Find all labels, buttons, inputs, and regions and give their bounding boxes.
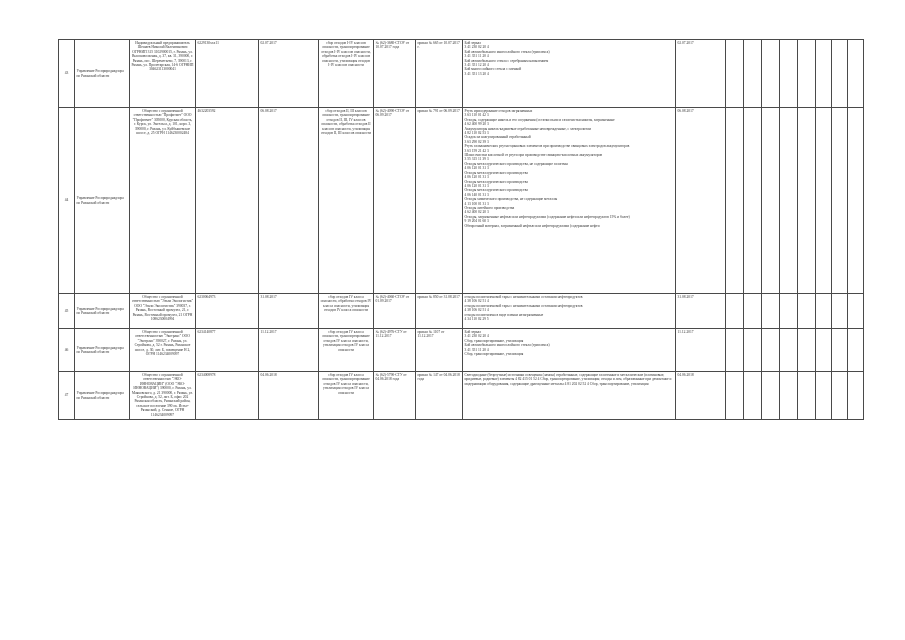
empty-cell xyxy=(816,40,832,108)
empty-cell xyxy=(798,294,816,329)
inn: 6230064973 xyxy=(196,294,259,329)
waste-list: Ртуть ирисодержание отходов загрязненных 3 63 110 01 42 3 Отходы, содержащие никель и его соединения (остатки пыли и газоочистки никеля, загрязненные 4 62 400 99 20 3 Аккумуляторы никель-кадмиевые отработанные неповрежденные, с электролитом 4 82 110 02 53 3 Осадок ил коагулированный отработанный 3 63 290 02 39 3 Ртуть гальванических ртутно-цинковых элементов при производстве свинцовых электродов аккумуляторов 3 63 159 21 42 3 Шлам очистки кислотной от ртути при производстве свинцово-кислотных аккумуляторов 3 55 315 11 39 3 Отходы металлургического производства, не содержащие галогены 4 06 120 01 31 3 Отходы металлургического производства 4 06 120 01 31 3 Отходы металлургического производства 4 06 120 01 31 3 Отходы металлургического производства 4 06 140 01 31 3 Отходы химического производства, не содержащие металлы 4 13 100 01 31 3 Отходы литейного производства 4 62 400 02 20 3 Отходы, загрязненные нефтью или нефтепродуктами (содержание нефти или нефтепродуктов 15% и более) 9 19 204 01 60 3 Обтирочный материал, загрязненный нефтью или нефтепродуктами (содержание нефти xyxy=(463,108,676,294)
table-row xyxy=(59,329,864,372)
empty-cell xyxy=(848,329,864,372)
licensing-authority: Управление Росприроднадзора по Рязанской области xyxy=(75,329,130,372)
effective-date: 06.08.2017 xyxy=(676,108,726,294)
empty-cell xyxy=(832,40,848,108)
empty-cell xyxy=(780,108,798,294)
order-number: приказ № 665 от 10.07.2017 г. xyxy=(416,40,463,108)
empty-cell xyxy=(726,108,744,294)
organization: Общество с ограниченной ответственностью "Эльзи Экологистик" ООО "Эльзи Экологистик" 390037, г. Рязань, Восточный промузел, 21, г. Рязань, Восточный промузел, 21 ОГРН 1086230004994 xyxy=(130,294,196,329)
empty-cell xyxy=(832,294,848,329)
empty-cell xyxy=(726,329,744,372)
activity-types: сбор отходов IV класса опасности, обработка отходов IV класса опасности, утилизация отходов IV класса опасности xyxy=(319,294,374,329)
activity-types: сбор отходов II, III классов опасности, транспортирование отходов II, III, IV классов опасности, обработка отходов II классов опасности, утилизация отходов II, III классов опасности xyxy=(319,108,374,294)
empty-cell xyxy=(816,108,832,294)
effective-date: 04.06.2018 xyxy=(676,372,726,420)
empty-cell xyxy=(726,372,744,420)
inn: 4632203592 xyxy=(196,108,259,294)
license-number: № (62)-4976-СТУ от 11.12.2017 xyxy=(374,329,416,372)
empty-cell xyxy=(832,329,848,372)
decision-date: 11.12.2017 xyxy=(259,329,319,372)
licensing-authority: Управление Росприроднадзора по Рязанской области xyxy=(75,294,130,329)
inn: 6234140877 xyxy=(196,329,259,372)
empty-cell xyxy=(848,372,864,420)
empty-cell xyxy=(832,108,848,294)
empty-cell xyxy=(744,294,762,329)
activity-types: сбор отходов I-IV классов опасности, транспортирование отходов I-IV классов опасности, обработка отходов I-IV классов опасности, утилизация отходов I-IV классов опасности xyxy=(319,40,374,108)
order-number: приказ № 791 от 06.09.2017 xyxy=(416,108,463,294)
row-number: 43 xyxy=(59,40,75,108)
row-number: 44 xyxy=(59,108,75,294)
table-row xyxy=(59,108,864,294)
empty-cell xyxy=(816,294,832,329)
empty-cell xyxy=(762,294,780,329)
licensing-authority: Управление Росприроднадзора по Рязанской области xyxy=(75,372,130,420)
table-row xyxy=(59,40,864,108)
activity-types: сбор отходов IV класса опасности, транспортирование отходов IV класса опасности, утилизация отходов IV класса опасности xyxy=(319,372,374,420)
order-number: приказ № 850 от 31.08.2017 xyxy=(416,294,463,329)
empty-cell xyxy=(798,108,816,294)
empty-cell xyxy=(816,329,832,372)
empty-cell xyxy=(762,372,780,420)
empty-cell xyxy=(744,372,762,420)
waste-list: Бой зеркал 3 41 230 02 20 4 Сбор, транспортирование, утилизация Бой автомобильного многослойного стекла (триплекса) 3 41 351 11 20 4 Сбор, транспортирование, утилизация xyxy=(463,329,676,372)
license-number: № (62)-4060-СТОУ от 01.09.2017 xyxy=(374,294,416,329)
empty-cell xyxy=(762,329,780,372)
empty-cell xyxy=(726,40,744,108)
empty-cell xyxy=(816,372,832,420)
empty-cell xyxy=(744,329,762,372)
empty-cell xyxy=(832,372,848,420)
order-number: приказ № 147 от 04.06.2018 года xyxy=(416,372,463,420)
activity-types: сбор отходов IV класса опасности, транспортирование отходов IV класса опасности, утилизация отходов IV класса опасности xyxy=(319,329,374,372)
licensing-authority: Управление Росприроднадзора по Рязанской области xyxy=(75,108,130,294)
empty-cell xyxy=(848,294,864,329)
empty-cell xyxy=(744,40,762,108)
empty-cell xyxy=(798,329,816,372)
waste-list: отходы полиэтиленовой тары с незначительными остатками нефтепродуктов 4 38 106 02 51 4 отходы полиэтиленовой тары с незначительными остатками нефтепродуктов 4 38 106 02 51 4 отходы полиэтилена в виде пленки незагрязненные 4 34 110 02 29 5 xyxy=(463,294,676,329)
empty-cell xyxy=(762,108,780,294)
waste-list: Бой зеркал 3 41 230 02 20 4 Бой автомобильного многослойного стекла (триплекса) 3 41 351 11 20 4 Бой автомобильного стекла с серебряным напылением 3 41 351 12 20 4 Бой многослойного стекла с пленкой 3 41 351 13 20 4 xyxy=(463,40,676,108)
empty-cell xyxy=(726,294,744,329)
empty-cell xyxy=(780,294,798,329)
effective-date: 02.07.2017 xyxy=(676,40,726,108)
license-number: № (62)-3680-СТОУ от 10.07.2017 года xyxy=(374,40,416,108)
order-number: приказ № 1107 от 11.12.2017 xyxy=(416,329,463,372)
decision-date: 06.08.2017 xyxy=(259,108,319,294)
waste-list: Светодиодные (безртутные) источники освещения (лампы) отработанные, содержащие галогенные и металлические (платиновые, иридиевые, родиевые) элементы 4 82 415 01 52 4 Сбор, транспортирование, утилизация; отходы и лом, образованные при демонтаже и модернизации оборудования, содержащие драгоценные металлы 4 81 202 02 52 4 Сбор, транспортирование, утилизация xyxy=(463,372,676,420)
organization: Общество с ограниченной ответственностью "ЭКО-ИННОВАЦИИ" (ООО "ЭКО-ИННОВАЦИИ") 390000, г. Рязань, ул. Маяковского, д. 21 390000, г. Рязань, ул. Стройкова, д. 52, лит. Б, офис 202 Рязанская область, Рязанский район, сельское поселение 390 ок. Истье-Рязанский, д. Сенное, ОГРН 1146234009097 xyxy=(130,372,196,420)
empty-cell xyxy=(744,108,762,294)
effective-date: 31.08.2017 xyxy=(676,294,726,329)
effective-date: 11.12.2017 xyxy=(676,329,726,372)
decision-date: 31.08.2017 xyxy=(259,294,319,329)
empty-cell xyxy=(798,372,816,420)
row-number: 45 xyxy=(59,294,75,329)
empty-cell xyxy=(848,40,864,108)
empty-cell xyxy=(798,40,816,108)
table-row xyxy=(59,294,864,329)
empty-cell xyxy=(780,329,798,372)
row-number: 46 xyxy=(59,329,75,372)
empty-cell xyxy=(762,40,780,108)
license-register-table xyxy=(58,39,864,420)
empty-cell xyxy=(780,40,798,108)
row-number: 47 xyxy=(59,372,75,420)
organization: Общество с ограниченной ответственностью "Профитмет" ООО "Профитмет" 305000, Курская область, г. Курск, ул. Энгельса, д. 101, корп. 3, 390000, г. Рязань, ул. Куйбышевское шоссе, д. 25 ОГРН 1146230002484 xyxy=(130,108,196,294)
license-number: № (62)-4090-СТОУ от 06.09.2017 xyxy=(374,108,416,294)
inn: 6229130ххх11 xyxy=(196,40,259,108)
empty-cell xyxy=(780,372,798,420)
decision-date: 02.07.2017 xyxy=(259,40,319,108)
organization: Общество с ограниченной ответственностью "Экотранс" ООО "Экотранс" 390027, г. Рязань, ул. Стройкова, д. 52 г. Рязань, Рязанское шоссе, д. 30, лит. Б, помещение Н 2, ОГРН 1146234009097 xyxy=(130,329,196,372)
organization: Индивидуальный предприниматель Шешаев Николай Валентинович ОГРНИП 315 3102900015, г. Рязань, ул. Высоковольтная, д. 37, кв. 31, 390000, г. Рязань, пос. Шереметьево, 7, 390013, г. Рязань, ул. Пролетарская, 14-6 ОГРНИП 304623113000041 xyxy=(130,40,196,108)
licensing-authority: Управление Росприроднадзора по Рязанской области xyxy=(75,40,130,108)
register-sheet xyxy=(58,39,863,420)
empty-cell xyxy=(848,108,864,294)
inn: 6234008978 xyxy=(196,372,259,420)
decision-date: 04.06.2018 xyxy=(259,372,319,420)
license-number: № (62)-5790-СТУ от 04.06.2018 года xyxy=(374,372,416,420)
table-row xyxy=(59,372,864,420)
